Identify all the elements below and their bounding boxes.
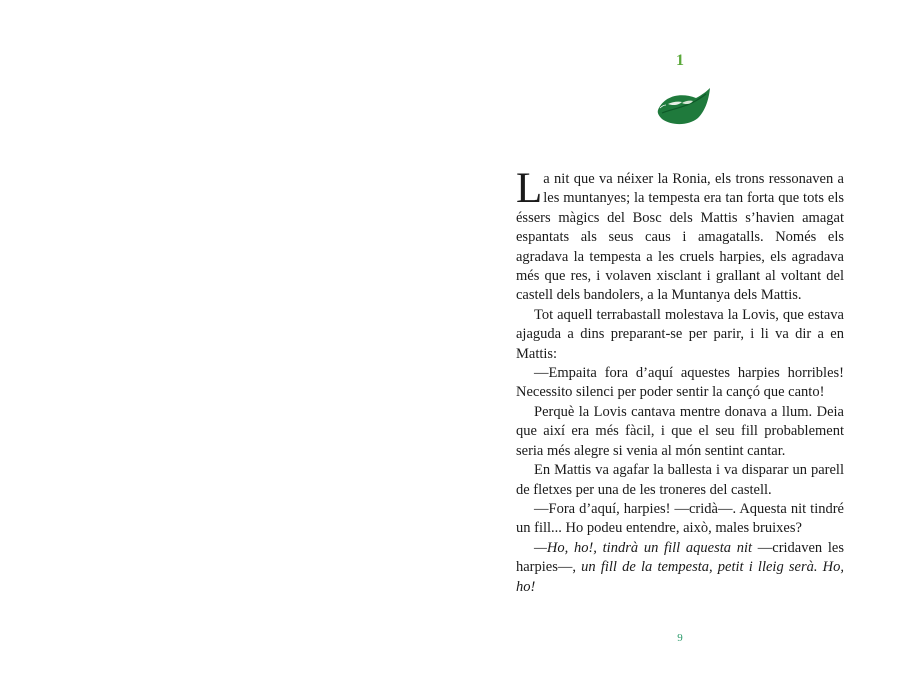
drop-cap: L bbox=[516, 165, 543, 212]
page-number: 9 bbox=[677, 632, 683, 644]
paragraph-text: a nit que va néixer la Ronia, els trons ressonaven a les muntanyes; la tempesta era tan forta que tots els éssers màgics del Bosc dels Mattis s’havien amagat espantats als seus caus i amagatalls. Només els agradava la tempesta a les cruels harpies, els agradava més que res, i volaven xisclant i grallant al voltant del castell dels bandolers, a la Muntanya dels Mattis. bbox=[516, 171, 844, 304]
paragraph-7 bbox=[516, 539, 844, 597]
harpies-chant: —Ho, ho!, tindrà un fill aquesta nit bbox=[534, 539, 753, 556]
paragraph-1 bbox=[516, 165, 844, 306]
right-page bbox=[450, 0, 900, 680]
paragraph-6: —Fora d’aquí, harpies! —cridà—. Aquesta nit tindré un fill... Ho podeu entendre, això, males bruixes? bbox=[516, 500, 844, 537]
story-text bbox=[516, 165, 845, 597]
chapter-number: 1 bbox=[676, 52, 684, 69]
paragraph-3: —Empaita fora d’aquí aquestes harpies horribles! Necessito silenci per poder sentir la cançó que canto! bbox=[516, 365, 844, 401]
paragraph-2: Tot aquell terrabastall molestava la Lovis, que estava ajaguda a dins preparant-se per parir, i li va dir a en Mattis: bbox=[516, 306, 844, 362]
paragraph-4: Perquè la Lovis cantava mentre donava a llum. Deia que així era més fàcil, i que el seu fill probablement seria més alegre si venia al món sentint cantar. bbox=[516, 403, 844, 459]
harpies-chant-continued: un fill de la tempesta, petit i lleig serà. Ho, ho! bbox=[516, 559, 844, 595]
narration: —cridaven les harpies—, bbox=[516, 539, 845, 576]
leaf-icon bbox=[654, 86, 712, 130]
paragraph-5: En Mattis va agafar la ballesta i va disparar un parell de fletxes per una de les troneres del castell. bbox=[516, 462, 844, 498]
